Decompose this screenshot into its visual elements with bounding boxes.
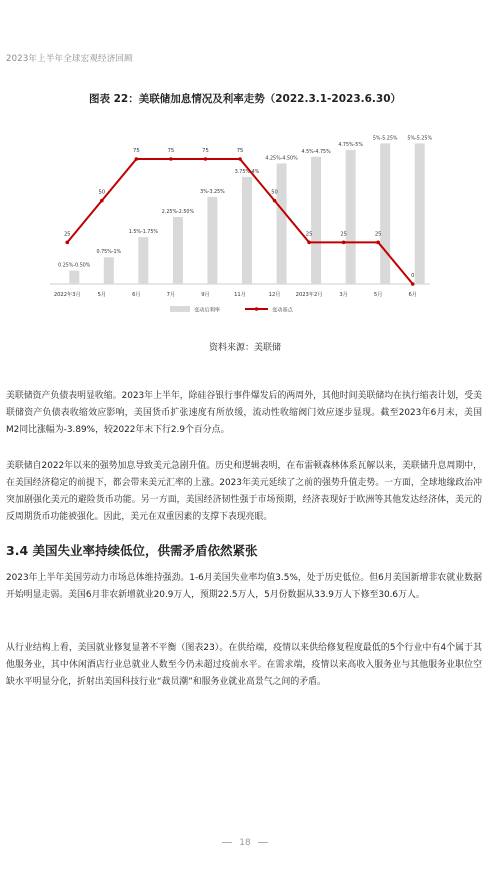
bar-label-8: 4.75%-5% xyxy=(338,143,363,149)
category-label-0: 2022年3月 xyxy=(53,292,81,298)
bar-rate-5 xyxy=(242,177,252,284)
bar-label-7: 4.5%-4.75% xyxy=(301,149,331,155)
basis-point-marker-1 xyxy=(100,199,104,203)
bar-label-9: 5%-5.25% xyxy=(372,136,398,142)
basis-point-marker-4 xyxy=(204,157,208,161)
basis-point-label-5: 75 xyxy=(236,148,244,154)
bar-rate-1 xyxy=(104,257,114,284)
basis-point-label-3: 75 xyxy=(167,148,175,154)
category-label-9: 5月 xyxy=(373,292,383,298)
basis-point-marker-10 xyxy=(411,282,415,286)
basis-point-label-9: 25 xyxy=(374,231,382,238)
basis-point-marker-9 xyxy=(376,241,380,245)
basis-point-marker-0 xyxy=(65,241,69,245)
paragraph-labor-market: 2023年上半年美国劳动力市场总体维持强劲。1-6月美国失业率均值3.5%，处于历史低位。但6月美国新增非农就业数据开始明显走弱。美国6月非农新增就业20.9万人，预期22.5万人，5月份数据从33.9万人下修至30.6万人。 xyxy=(6,573,482,600)
running-header: 2023年上半年全球宏观经济回顾 xyxy=(6,54,133,64)
basis-point-label-8: 25 xyxy=(340,231,347,238)
bar-rate-10 xyxy=(415,143,425,284)
bar-label-2: 1.5%-1.75% xyxy=(128,230,158,236)
bar-label-3: 2.25%-2.50% xyxy=(161,210,195,216)
basis-point-marker-7 xyxy=(307,241,311,245)
bar-label-6: 4.25%-4.50% xyxy=(265,156,298,162)
legend-marker-basis xyxy=(255,307,259,311)
basis-point-label-2: 75 xyxy=(133,148,140,154)
footer-dash-left xyxy=(222,842,232,843)
paragraph-industry-structure: 从行业结构上看，美国就业修复显著不平衡（图表23）。在供给端，疫情以来供给修复程度最低的5个行业中有4个属于其他服务业，其中休闲酒店行业总就业人数至今仍未超过疫前水平。在需求端，疫情以来高收入服务业与其他服务业职位空缺水平明显分化，折射出美国科技行业“裁员潮”和服务业就业高景气之间的矛盾。 xyxy=(6,643,482,687)
category-label-2: 6月 xyxy=(132,292,141,298)
paragraph-dollar-strength: 美联储自2022年以来的强势加息导致美元急剧升值。历史和逻辑表明，在布雷顿森林体系瓦解以来，美联储升息周期中，在美国经济稳定的前提下，都会带来美元汇率的上涨。2023年美元延续了之前的强势升值走势。一方面，全球地缘政治冲突加剧强化美元的避险货币功能。另一方面，美国经济韧性强于市场预期，经济表现好于欧洲等其他发达经济体，美元的反周期货币功能被强化。因此，美元在双重因素的支撑下表现亮眼。 xyxy=(6,461,482,522)
bar-rate-0 xyxy=(69,271,79,284)
bar-rate-6 xyxy=(277,163,287,284)
chart-title: 图表 22：美联储加息情况及利率走势（2022.3.1-2023.6.30） xyxy=(88,93,402,105)
footer-dash-right xyxy=(258,842,268,843)
basis-point-marker-6 xyxy=(273,199,277,203)
legend-label-basis: 变动基点 xyxy=(272,307,293,314)
bar-rate-2 xyxy=(138,237,148,284)
bar-label-10: 5%-5.25% xyxy=(407,136,433,142)
category-label-10: 6月 xyxy=(408,292,417,298)
page-footer xyxy=(0,838,490,848)
category-label-7: 2023年2月 xyxy=(295,292,323,298)
bar-label-1: 0.75%-1% xyxy=(96,250,122,256)
section-title: 3.4 美国失业率持续低位，供需矛盾依然紧张 xyxy=(6,543,258,558)
rate-hike-chart xyxy=(40,120,440,315)
bar-rate-7 xyxy=(311,157,321,284)
bar-label-4: 3%-3.25% xyxy=(200,189,225,195)
basis-point-marker-2 xyxy=(135,157,139,161)
basis-point-marker-3 xyxy=(169,157,173,161)
bar-rate-9 xyxy=(380,143,390,284)
legend-label-rate: 变动后利率 xyxy=(194,307,220,314)
category-label-8: 3月 xyxy=(339,292,348,298)
category-label-4: 9月 xyxy=(201,292,210,298)
basis-point-label-4: 75 xyxy=(202,148,209,154)
bar-rate-4 xyxy=(207,197,217,284)
chart-source: 资料来源：美联储 xyxy=(208,343,281,353)
bar-label-0: 0.25%-0.50% xyxy=(58,263,91,269)
basis-point-label-10: 0 xyxy=(411,273,415,279)
bar-label-5: 3.75%-4% xyxy=(234,169,260,175)
page-number: 18 xyxy=(239,838,251,848)
basis-point-label-0: 25 xyxy=(63,231,71,238)
basis-point-label-7: 25 xyxy=(305,231,313,238)
category-label-5: 11月 xyxy=(234,292,246,298)
paragraph-balance-sheet: 美联储资产负债表明显收缩。2023年上半年，除硅谷银行事件爆发后的两周外，其他时间美联储均在执行缩表计划，受美联储资产负债表收缩效应影响，美国货币扩张速度有所放缓，流动性收缩阀门效应逐步显现。截至2023年6月末，美国M2同比涨幅为-3.89%，较2022年末下行2.9个百分点。 xyxy=(6,391,482,435)
category-label-3: 7月 xyxy=(166,292,176,298)
legend-swatch-rate xyxy=(170,306,190,312)
category-label-1: 5月 xyxy=(97,292,107,298)
basis-points-line xyxy=(67,159,415,284)
basis-point-label-6: 50 xyxy=(271,189,278,196)
basis-point-marker-8 xyxy=(342,241,346,245)
basis-point-marker-5 xyxy=(238,157,242,161)
bar-rate-8 xyxy=(346,150,356,284)
bar-rate-3 xyxy=(173,217,183,284)
category-label-6: 12月 xyxy=(268,292,281,298)
basis-point-label-1: 50 xyxy=(98,189,106,196)
